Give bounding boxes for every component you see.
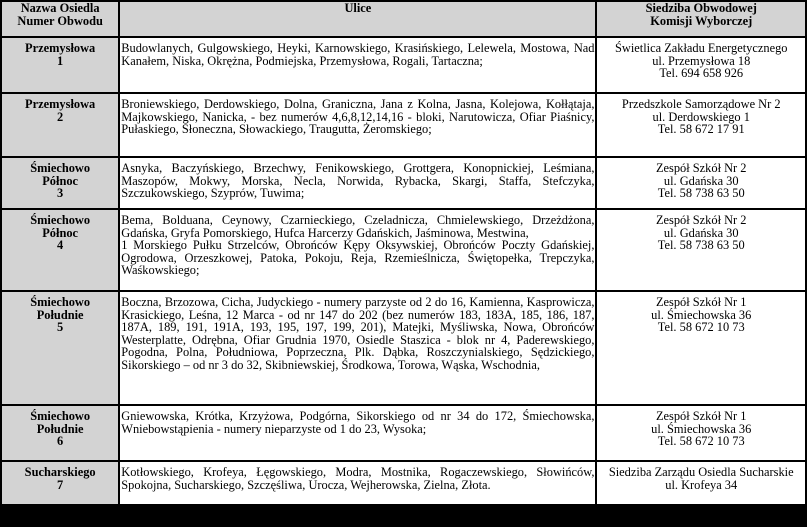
streets-cell: Kotłowskiego, Krofeya, Łęgowskiego, Modra, Mostnika, Rogaczewskiego, Słowińców, Spokojna, Sucharskiego, Szczęśliwa, Urocza, Wejherowska, Zielna, Złota.: [120, 462, 595, 504]
table-row: [2, 94, 805, 156]
district-name: Śmiechowo: [30, 161, 91, 175]
seat-address: ul. Krofeya 34: [665, 477, 738, 492]
table-row: [2, 292, 805, 404]
district-name-cell: [2, 158, 118, 208]
seat-address: ul. Śmiechowska 36: [651, 307, 752, 322]
district-name-cell: [2, 292, 118, 404]
district-number: 2: [57, 109, 64, 124]
streets-cell: Asnyka, Baczyńskiego, Brzechwy, Fenikowskiego, Grottgera, Konopnickiej, Leśmiana, Maszopów, Mokwy, Morska, Necla, Norwida, Rybacka, Skargi, Staffa, Stefczyka, Szczukowskiego, Szyprów, Tuwima;: [120, 158, 595, 208]
seat-phone: Tel. 58 672 10 73: [657, 320, 745, 335]
seat-address: ul. Przemysłowa 18: [652, 53, 751, 68]
district-name: Sucharskiego: [24, 465, 96, 479]
seat-cell: [597, 158, 805, 208]
district-number: 7: [57, 477, 64, 492]
seat-phone: Tel. 694 658 926: [659, 66, 744, 81]
seat-cell: [597, 210, 805, 290]
district-name: Śmiechowo: [30, 213, 91, 227]
district-name-cell: [2, 210, 118, 290]
streets-cell: Budowlanych, Gulgowskiego, Heyki, Karnowskiego, Krasińskiego, Lelewela, Mostowa, Nad Kanałem, Niska, Okrężna, Podmiejska, Przemysłowa, Rogali, Tartaczna;: [120, 38, 595, 92]
seat-cell: [597, 406, 805, 460]
seat-name: Zespół Szkół Nr 2: [655, 213, 747, 227]
seat-address: ul. Śmiechowska 36: [651, 421, 752, 436]
district-name-cell: [2, 38, 118, 92]
seat-name: Zespół Szkół Nr 2: [655, 161, 747, 175]
seat-cell: [597, 462, 805, 504]
table-row: [2, 158, 805, 208]
district-name-cell: [2, 94, 118, 156]
district-number: 6: [57, 434, 64, 449]
district-name: Śmiechowo: [30, 409, 91, 423]
district-name-cell: [2, 406, 118, 460]
seat-address: ul. Gdańska 30: [663, 225, 739, 240]
table-row: [2, 38, 805, 92]
streets-part2: 1 Morskiego Pułku Strzelców, Obrońców Kępy Oksywskiej, Obrońców Poczty Gdańskiej, Ogrodowa, Orzeszkowej, Patoka, Pokoju, Reja, Rzemieślnicza, Świętopełka, Trepczyka, Waśkowskiego;: [121, 238, 595, 278]
district-subname: Północ: [42, 225, 79, 240]
district-subname: Południe: [36, 421, 84, 436]
header-row: [2, 2, 805, 36]
seat-name: Przedszkole Samorządowe Nr 2: [621, 97, 781, 111]
district-subname: Północ: [42, 173, 79, 188]
header-district-name-line1: Nazwa Osiedla: [20, 1, 100, 15]
district-name: Przemysłowa: [25, 41, 96, 55]
district-number: 4: [57, 238, 64, 253]
streets-cell: [120, 210, 595, 290]
seat-phone: Tel. 58 672 17 91: [657, 122, 745, 137]
header-seat-line1: Siedziba Obwodowej: [645, 1, 757, 15]
seat-address: ul. Gdańska 30: [663, 173, 739, 188]
streets-part1: Bema, Bolduana, Ceynowy, Czarnieckiego, Czeladnicza, Chmielewskiego, Drzeżdżona, Gdańska, Gryfa Pomorskiego, Hufca Harcerzy Gdańskich, Jaśminowa, Mestwina,: [121, 213, 595, 240]
header-district-name: [2, 2, 118, 36]
seat-cell: [597, 38, 805, 92]
streets-cell: Gniewowska, Krótka, Krzyżowa, Podgórna, Sikorskiego od nr 34 do 172, Śmiechowska, Wniebowstąpienia - numery nieparzyste od 1 do 23, Wysoka;: [120, 406, 595, 460]
district-subname: Południe: [36, 307, 84, 322]
seat-name: Zespół Szkół Nr 1: [655, 409, 747, 423]
district-name: Śmiechowo: [30, 295, 91, 309]
streets-cell: Boczna, Brzozowa, Cicha, Judyckiego - numery parzyste od 2 do 16, Kamienna, Kasprowicza, Krasickiego, Leśna, 12 Marca - od nr 147 do 202 (bez numerów 183, 183A, 185, 186, 187, 187A, 189, 191, 191A, 193, 195, 197, 199, 201), Matejki, Myśliwska, Nowa, Obrońców Westerplatte, Odrębna, Ofiar Grudnia 1970, Osiedle Staszica - blok nr 4, Paderewskiego, Pogodna, Polna, Południowa, Poprzeczna, Plk. Dąbka, Roszczynialskiego, Sędzickiego, Sikorskiego – od nr 3 do 32, Skibniewskiej, Środkowa, Torowa, Wąska, Wschodnia,: [120, 292, 595, 404]
table-row: [2, 462, 805, 504]
seat-address: ul. Derdowskiego 1: [652, 109, 750, 124]
table-row: [2, 406, 805, 460]
district-number: 3: [57, 186, 64, 201]
district-name-cell: [2, 462, 118, 504]
header-district-name-line2: Numer Obwodu: [17, 13, 103, 28]
seat-cell: [597, 292, 805, 404]
streets-cell: Broniewskiego, Derdowskiego, Dolna, Graniczna, Jana z Kolna, Jasna, Kolejowa, Kołłątaja, Majkowskiego, Nanicka, - bez numerów 4,6,8,12,14,16 - bloki, Narutowicza, Ofiar Piaśnicy, Pułaskiego, Słoneczna, Słowackiego, Traugutta, Żeromskiego;: [120, 94, 595, 156]
seat-name: Zespół Szkół Nr 1: [655, 295, 747, 309]
header-seat-line2: Komisji Wyborczej: [650, 13, 753, 28]
seat-phone: Tel. 58 738 63 50: [657, 186, 745, 201]
district-number: 1: [57, 53, 64, 68]
seat-name: Świetlica Zakładu Energetycznego: [614, 41, 788, 55]
header-seat: [597, 2, 805, 36]
seat-cell: [597, 94, 805, 156]
district-number: 5: [57, 320, 64, 335]
seat-phone: Tel. 58 672 10 73: [657, 434, 745, 449]
district-name: Przemysłowa: [25, 97, 96, 111]
seat-phone: Tel. 58 738 63 50: [657, 238, 745, 253]
table-row: [2, 210, 805, 290]
header-streets: Ulice: [120, 2, 595, 36]
seat-name: Siedziba Zarządu Osiedla Sucharskie: [608, 465, 794, 479]
